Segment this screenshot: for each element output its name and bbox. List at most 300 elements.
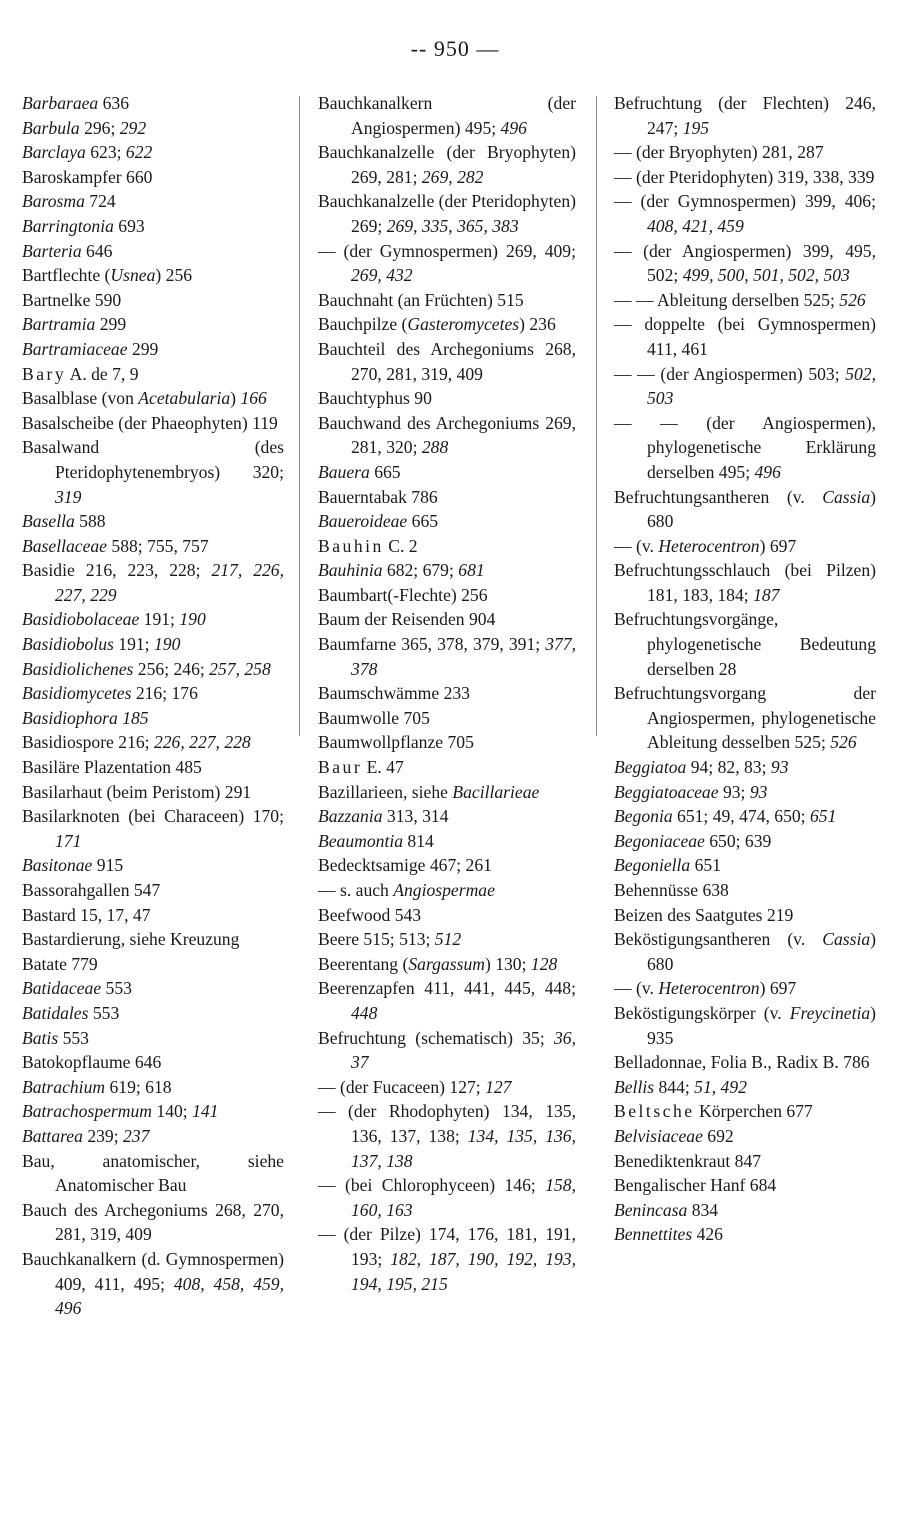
index-entry [318,312,576,337]
index-column-2 [318,91,576,1296]
entry-text: Batrachium [22,1076,106,1097]
entry-text: 651 [809,806,837,827]
entry-text: Baumwolle 705 [318,707,430,728]
index-entry [22,853,284,878]
entry-text: Beerentang ( [318,953,409,974]
index-entry [318,189,576,238]
index-entry [614,1124,876,1149]
index-entry [22,1075,284,1100]
entry-text: — (der Angiospermen) 399, 495, 502; [614,240,876,286]
entry-text: Körperchen 677 [694,1101,813,1122]
index-entry [22,780,284,805]
entry-text: 288 [421,437,449,458]
index-entry [614,91,876,140]
index-entry [318,288,576,313]
index-entry [614,681,876,755]
index-entry [22,386,284,411]
entry-text: Bazillarieen, siehe [318,781,453,802]
entry-text: 681 [458,560,485,581]
entry-text: — (der Gymnospermen) 399, 406; [614,191,876,212]
index-entry [22,1198,284,1247]
index-entry [22,263,284,288]
entry-text: Basidiophora 185 [22,707,149,728]
entry-text: Bauhin [318,535,384,556]
entry-text: 814 [403,830,434,851]
index-entry [22,952,284,977]
entry-text: 526 [830,732,857,753]
index-column-1 [22,91,284,1321]
index-entry [318,509,576,534]
entry-text: Befruchtung (der Flechten) 246, 247; [614,93,876,138]
entry-text: 269, 432 [351,265,413,286]
index-entry [318,460,576,485]
index-entry [614,1001,876,1050]
entry-text: 692 [702,1125,734,1146]
index-entry [614,288,876,313]
entry-text: ) 680 [647,486,876,532]
entry-text: 296; [79,117,120,138]
index-entry [614,607,876,681]
entry-text: Bengalischer Hanf 684 [614,1175,777,1196]
index-entry [614,165,876,190]
entry-text: Basalblase (von [22,388,139,409]
index-entry [22,214,284,239]
index-entry [318,583,576,608]
index-entry [22,755,284,780]
entry-text: Beere 515; 513; [318,929,435,950]
entry-text: Bauchkanalzelle (der Bryophyten) 269, 281; [318,142,576,187]
index-entry [614,485,876,534]
entry-text: — s. auch [318,880,394,900]
entry-text: 377, 378 [351,634,576,679]
index-entry [22,411,284,436]
index-entry [614,1050,876,1075]
entry-text: Basidiolichenes [22,658,134,679]
index-entry [318,1099,576,1173]
entry-text: 319 [55,486,82,507]
entry-text: — doppelte (bei Gymnospermen) 411, 461 [614,314,876,359]
entry-text: Heterocentron [658,535,760,556]
entry-text: E. 47 [362,757,404,778]
entry-text: 166 [240,388,267,409]
entry-text: Begoniaceae [614,830,705,851]
entry-text: 553 [101,978,132,999]
index-entry [614,1222,876,1247]
index-entry [318,829,576,854]
index-entry [22,976,284,1001]
entry-text: 651; 49, 474, 650; [672,806,810,827]
entry-text: 408, 458, 459, 496 [55,1273,284,1319]
entry-text: 226, 227, 228 [153,732,251,753]
entry-text: — (der Fucaceen) 127; [318,1076,486,1097]
index-entry [22,878,284,903]
index-entry [614,189,876,238]
entry-text: 526 [839,289,866,310]
index-entry [22,239,284,264]
entry-text: 299 [127,338,159,359]
entry-text: 134, 135, 136, 137, 138 [351,1125,576,1171]
entry-text: 257, 258 [209,658,271,679]
index-entry [614,239,876,288]
entry-text: Batis [22,1027,59,1048]
index-entry [318,730,576,755]
entry-text: Angiospermae [393,880,495,900]
entry-text: Batate 779 [22,953,98,974]
entry-text: Barosma [22,191,85,212]
entry-text: Cassia [822,486,871,507]
index-entry [22,804,284,853]
entry-text: 269, 282 [421,166,484,187]
entry-text: 36, 37 [351,1027,576,1073]
entry-text: Baumschwämme 233 [318,683,470,704]
index-entry [318,91,576,140]
index-entry [22,607,284,632]
index-entry [614,1198,876,1223]
entry-text: Bartramia [22,314,96,335]
entry-text: — — (der Angiospermen) 503; [614,363,846,384]
index-entry [318,632,576,681]
index-entry [22,1124,284,1149]
index-entry [318,706,576,731]
entry-text: Basilarknoten (bei Characeen) 170; [22,806,284,827]
index-entry [22,1099,284,1124]
entry-text: Bauchkanalzelle (der Pteridophyten) 269; [318,191,576,236]
index-entry [318,534,576,559]
index-entry [318,952,576,977]
index-entry [318,1026,576,1075]
entry-text: Befruchtungsschlauch (bei Pilzen) 181, 183, 184; [614,560,876,605]
index-entry [614,411,876,485]
entry-text: — (der Rhodophyten) 134, 135, 136, 137, 138; [318,1101,576,1146]
entry-text: Bartramiaceae [22,338,128,359]
entry-text: Basidie 216, 223, 228; [22,560,212,581]
entry-text: ) [230,388,241,409]
entry-text: ) 256 [155,265,193,286]
entry-text: Gasteromycetes [407,314,520,335]
entry-text: Barbaraea [22,93,99,113]
entry-text: Bastardierung, siehe Kreuzung [22,929,240,950]
entry-text: Bauchtyphus 90 [318,388,432,409]
entry-text: Acetabularia [138,388,231,409]
entry-text: Barringtonia [22,215,114,236]
entry-text: Bauch des Archegoniums 268, 270, 281, 319, 409 [22,1199,284,1245]
index-entry [318,485,576,510]
entry-text: 622 [125,142,153,163]
entry-text: 127 [485,1076,512,1097]
entry-text: Basidiobolaceae [22,609,140,630]
entry-text: 94; 82, 83; [686,757,771,778]
entry-text: Befruchtungsantheren (v. [614,486,823,507]
entry-text: 834 [687,1199,719,1220]
index-entry [614,976,876,1001]
index-entry [318,1222,576,1296]
entry-text: Bauchnaht (an Früchten) 515 [318,289,524,310]
index-entry [22,706,284,731]
entry-text: — (v. [614,535,659,556]
entry-text: Freycinetia [789,1002,871,1023]
entry-text: — (bei Chlorophyceen) 146; [318,1175,546,1196]
entry-text: Bassorahgallen 547 [22,880,161,900]
column-divider [299,96,300,736]
entry-text: — — (der Angiospermen), phylogenetische Erklärung derselben 495; [614,412,876,482]
entry-text: Beggiatoa [614,757,687,778]
entry-text: Baumwollpflanze 705 [318,732,474,753]
index-entry [22,1247,284,1321]
entry-text: Baur [318,757,363,778]
entry-text: Bauchwand des Archegoniums 269, 281, 320; [318,412,576,458]
entry-text: 141 [192,1101,219,1122]
entry-text: 269, 335, 365, 383 [386,215,519,236]
entry-text: 256; 246; [133,658,210,679]
entry-text: 448 [351,1002,378,1023]
index-entry [22,927,284,952]
entry-text: 496 [500,117,527,138]
entry-text: Heterocentron [658,978,760,999]
entry-text: Befruchtung (schematisch) 35; [318,1027,554,1048]
index-entry [614,927,876,976]
index-entry [318,140,576,189]
entry-text: Bauchteil des Archegoniums 268, 270, 281, 319, 409 [318,338,576,384]
entry-text: Basilarhaut (beim Peristom) 291 [22,781,252,802]
entry-text: 636 [98,93,130,113]
index-entry [22,312,284,337]
index-entry [614,140,876,165]
entry-text: Usnea [110,265,156,286]
entry-text: 426 [692,1224,723,1245]
entry-text: Batrachospermum [22,1101,152,1122]
index-entry [22,362,284,387]
entry-text: Sargassum [408,953,485,974]
entry-text: Barclaya [22,142,86,163]
index-entry [22,1050,284,1075]
index-entry [22,1026,284,1051]
entry-text: 187 [753,584,780,605]
entry-text: 844; [654,1076,695,1097]
column-divider [596,96,597,736]
entry-text: 512 [434,929,462,950]
index-entry [614,804,876,829]
index-entry [22,189,284,214]
index-entry [614,1173,876,1198]
entry-text: Basella [22,511,75,532]
entry-text: Bau, anatomischer, siehe Anatomischer Bau [22,1150,284,1196]
entry-text: 408, 421, 459 [647,215,744,236]
entry-text: 140; [152,1101,193,1122]
entry-text: Baueroideae [318,511,408,532]
index-entry [22,91,284,116]
index-entry [318,903,576,928]
entry-text: Beköstigungsantheren (v. [614,929,823,950]
entry-text: Bauchkanalkern (d. Gymnospermen) 409, 411, 495; [22,1248,284,1294]
entry-text: Bacillarieae [452,781,540,802]
entry-text: 588 [74,511,106,532]
index-entry [22,558,284,607]
index-entry [614,878,876,903]
entry-text: Beefwood 543 [318,904,422,925]
entry-text: — (der Bryophyten) 281, 287 [614,142,824,163]
entry-text: Befruchtungsvorgänge, phylogenetische Bedeutung derselben 28 [614,609,876,679]
index-entry [318,558,576,583]
index-entry [614,362,876,411]
index-entry [318,239,576,288]
entry-text: Benincasa [614,1199,688,1220]
entry-text: 502, 503 [647,363,876,409]
index-entry [614,1099,876,1124]
entry-text: ) 935 [647,1002,876,1048]
entry-text: 619; 618 [105,1076,172,1097]
entry-text: 496 [754,461,781,482]
entry-text: 553 [88,1002,120,1023]
index-entry [614,312,876,361]
entry-text: 190 [153,634,181,655]
entry-text: Baum der Reisenden 904 [318,609,496,630]
entry-text: 216; 176 [131,683,198,704]
entry-text: 313, 314 [382,806,449,827]
entry-text: 553 [58,1027,89,1048]
entry-text: 665 [407,511,439,532]
index-entry [22,681,284,706]
entry-text: C. 2 [383,535,418,556]
entry-text: — (der Pteridophyten) 319, 338, 339 [614,166,875,187]
index-entry [614,1075,876,1100]
entry-text: 693 [113,215,145,236]
entry-text: ) 697 [759,535,797,556]
entry-text: Baroskampfer 660 [22,166,153,187]
index-entry [22,1001,284,1026]
index-entry [614,829,876,854]
entry-text: 128 [530,953,558,974]
entry-text: Beköstigungskörper (v. [614,1002,790,1023]
entry-text: Bartflechte ( [22,265,111,286]
index-entry [22,435,284,509]
entry-text: Beerenzapfen 411, 441, 445, 448; [318,978,576,999]
entry-text: Bauchpilze ( [318,314,408,335]
entry-text: 299 [95,314,127,335]
entry-text: Beggiatoaceae [614,781,719,802]
entry-text: Beizen des Saatgutes 219 [614,904,794,925]
index-entry [22,534,284,559]
index-entry [318,927,576,952]
index-entry [318,337,576,386]
entry-text: Belvisiaceae [614,1125,703,1146]
entry-text: — (der Gymnospermen) 269, 409; [318,240,576,261]
entry-text: 93 [749,781,768,802]
entry-text: Bennettites [614,1224,693,1245]
entry-text: 292 [119,117,147,138]
index-entry [318,755,576,780]
entry-text: 190 [179,609,206,630]
index-entry [614,534,876,559]
index-entry [22,337,284,362]
entry-text: — (der Pilze) 174, 176, 181, 191, 193; [318,1224,576,1269]
entry-text: Barbula [22,117,80,138]
entry-text: Behennüsse 638 [614,880,729,900]
index-entry [22,288,284,313]
entry-text: Bauhinia [318,560,383,581]
index-entry [614,755,876,780]
entry-text: Basidiospore 216; [22,732,154,753]
index-entry [318,853,576,878]
index-entry [614,558,876,607]
index-entry [318,1173,576,1222]
entry-text: 915 [92,855,124,876]
entry-text: ) 130; [484,953,531,974]
index-column-3 [614,91,876,1247]
index-entry [318,976,576,1025]
entry-text: Bastard 15, 17, 47 [22,904,151,925]
entry-text: 182, 187, 190, 192, 193, 194, 195, 215 [351,1248,576,1294]
entry-text: Beaumontia [318,830,404,851]
index-entry [22,730,284,755]
entry-text: Bedecktsamige 467; 261 [318,855,492,876]
entry-text: Begonia [614,806,673,827]
entry-text: 646 [81,240,113,261]
entry-text: Bary [22,363,67,384]
index-entry [318,411,576,460]
entry-text: Basiläre Plazentation 485 [22,757,202,778]
index-entry [22,509,284,534]
entry-text: — — Ableitung derselben 525; [614,289,840,310]
entry-text: 682; 679; [382,560,459,581]
entry-text: Bauerntabak 786 [318,486,438,507]
entry-text: Benediktenkraut 847 [614,1150,762,1171]
entry-text: Bauera [318,461,370,482]
entry-text: Basidiomycetes [22,683,132,704]
entry-text: 588; 755, 757 [107,535,209,556]
entry-text: 724 [84,191,116,212]
index-entry [614,1149,876,1174]
entry-text: 195 [682,117,710,138]
index-entry [318,386,576,411]
index-entry [614,780,876,805]
entry-text: 191; [113,634,154,655]
entry-text: Bellis [614,1076,655,1097]
index-entry [22,657,284,682]
entry-text: 499, 500, 501, 502, 503 [682,265,850,286]
entry-text: 171 [55,830,82,851]
entry-text: Befruchtungsvorgang der Angiospermen, phylogenetische Ableitung desselben 525; [614,683,876,753]
index-entry [22,903,284,928]
entry-text: Basalscheibe (der Phaeophyten) 119 [22,412,278,433]
entry-text: Baumbart(-Flechte) 256 [318,584,488,605]
entry-text: 665 [369,461,401,482]
index-entry [318,681,576,706]
entry-text: Cassia [822,929,871,950]
entry-text: Basalwand (des Pteridophytenembryos) 320; [22,437,284,482]
entry-text: Basitonae [22,855,93,876]
entry-text: 51, 492 [694,1076,747,1097]
entry-text: Begoniella [614,855,691,876]
entry-text: 191; [139,609,180,630]
index-entry [318,1075,576,1100]
entry-text: 650; 639 [704,830,772,851]
index-entry [318,780,576,805]
entry-text: Bazzania [318,806,383,827]
entry-text: 217, 226, 227, 229 [55,560,284,605]
index-entry [22,632,284,657]
index-entry [22,1149,284,1198]
page-number: -- 950 — [410,36,500,61]
entry-text: ) 236 [519,314,556,335]
index-entry [318,607,576,632]
entry-text: A. de 7, 9 [66,363,139,384]
index-entry [614,853,876,878]
entry-text: Batidaceae [22,978,102,999]
entry-text: Battarea [22,1125,83,1146]
entry-text: 237 [123,1125,150,1146]
entry-text: Basellaceae [22,535,107,556]
index-entry [318,804,576,829]
